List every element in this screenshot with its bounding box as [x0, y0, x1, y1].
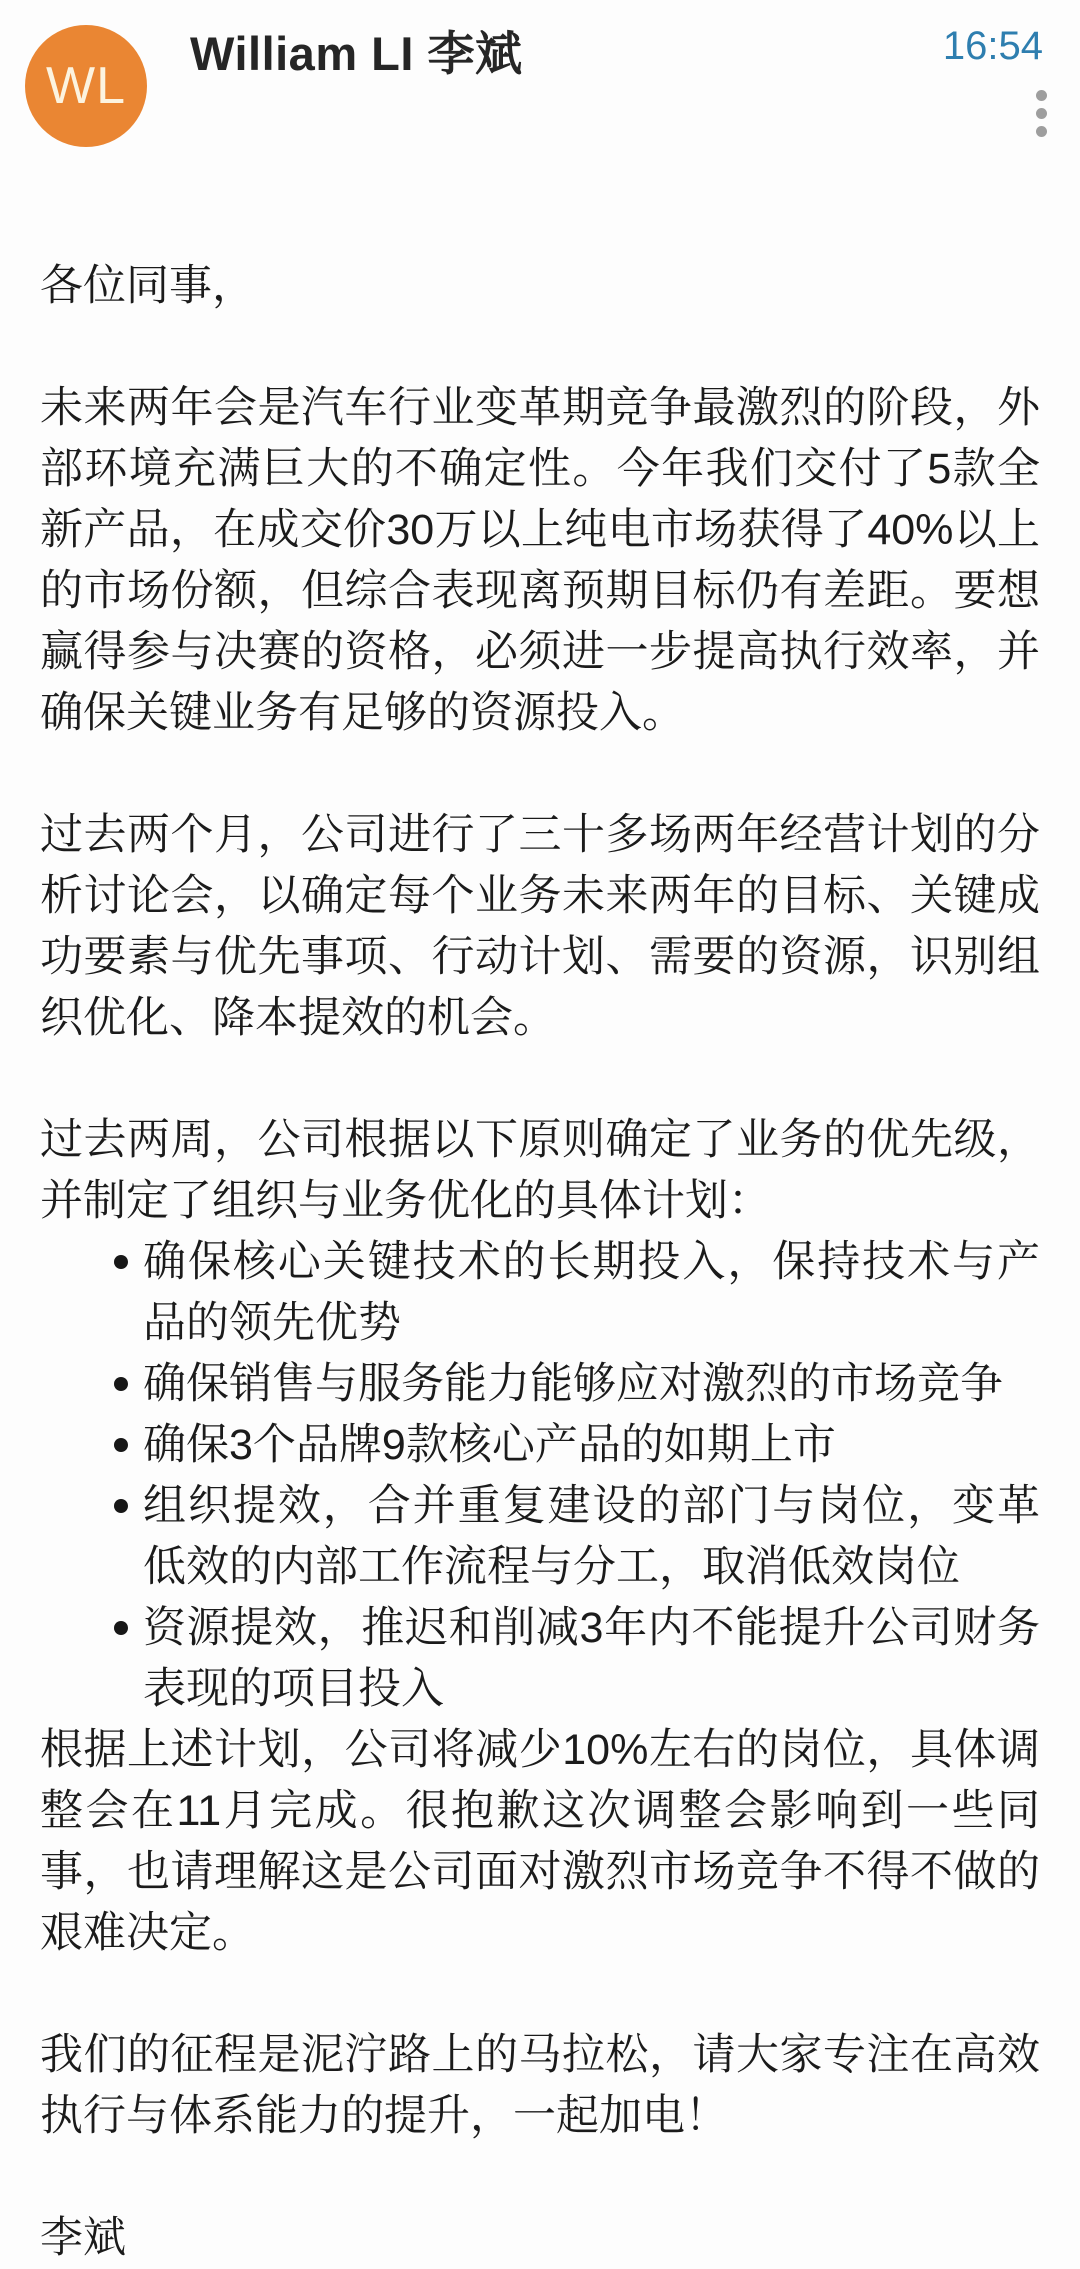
message-header [0, 0, 1080, 148]
list-item [40, 1354, 1040, 1415]
paragraph-market-outlook: 未来两年会是汽车行业变革期竞争最激烈的阶段，外部环境充满巨大的不确定性。今年我们交付了5款全新产品，在成交价30万以上纯电市场获得了40%以上的市场份额，但综合表现离预期目标仍有差距。要想赢得参与决赛的资格，必须进一步提高执行效率，并确保关键业务有足够的资源投入。 [40, 384, 1040, 737]
paragraph-business-review: 过去两个月，公司进行了三十多场两年经营计划的分析讨论会，以确定每个业务未来两年的目标、关键成功要素与优先事项、行动计划、需要的资源，识别组织优化、降本提效的机会。 [40, 811, 1040, 1042]
sender-name: William LI 李斌 [190, 27, 523, 80]
kebab-dot [1036, 90, 1047, 101]
message-timestamp: 16:54 [942, 24, 1043, 68]
list-item-text: 资源提效，推迟和削减3年内不能提升公司财务表现的项目投入 [143, 1604, 1040, 1713]
message-body [0, 148, 1080, 2269]
kebab-menu-icon[interactable] [1035, 90, 1047, 137]
paragraph-priorities-intro: 过去两周，公司根据以下原则确定了业务的优先级，并制定了组织与业务优化的具体计划： [40, 1116, 1040, 1225]
sender-avatar[interactable]: WL [25, 25, 147, 147]
list-item-text: 确保3个品牌9款核心产品的如期上市 [143, 1421, 836, 1469]
priorities-list [40, 1232, 1040, 1720]
kebab-dot [1036, 108, 1047, 119]
list-item-text: 组织提效，合并重复建设的部门与岗位，变革低效的内部工作流程与分工，取消低效岗位 [143, 1482, 1040, 1591]
kebab-dot [1036, 126, 1047, 137]
list-item [40, 1232, 1040, 1354]
bullet-icon [114, 1377, 128, 1391]
greeting-line: 各位同事， [40, 262, 255, 310]
bullet-icon [114, 1499, 128, 1513]
list-item [40, 1415, 1040, 1476]
bullet-icon [114, 1255, 128, 1269]
list-item [40, 1598, 1040, 1720]
bullet-icon [114, 1438, 128, 1452]
list-item-text: 确保销售与服务能力能够应对激烈的市场竞争 [143, 1360, 1003, 1408]
paragraph-headcount-reduction: 根据上述计划，公司将减少10%左右的岗位，具体调整会在11月完成。很抱歉这次调整会影响到一些同事，也请理解这是公司面对激烈市场竞争不得不做的艰难决定。 [40, 1726, 1040, 1957]
paragraph-marathon-closing: 我们的征程是泥泞路上的马拉松，请大家专注在高效执行与体系能力的提升，一起加电！ [40, 2031, 1040, 2140]
list-item [40, 1476, 1040, 1598]
list-item-text: 确保核心关键技术的长期投入，保持技术与产品的领先优势 [143, 1238, 1040, 1347]
signature: 李斌 [40, 2214, 126, 2262]
bullet-icon [114, 1621, 128, 1635]
